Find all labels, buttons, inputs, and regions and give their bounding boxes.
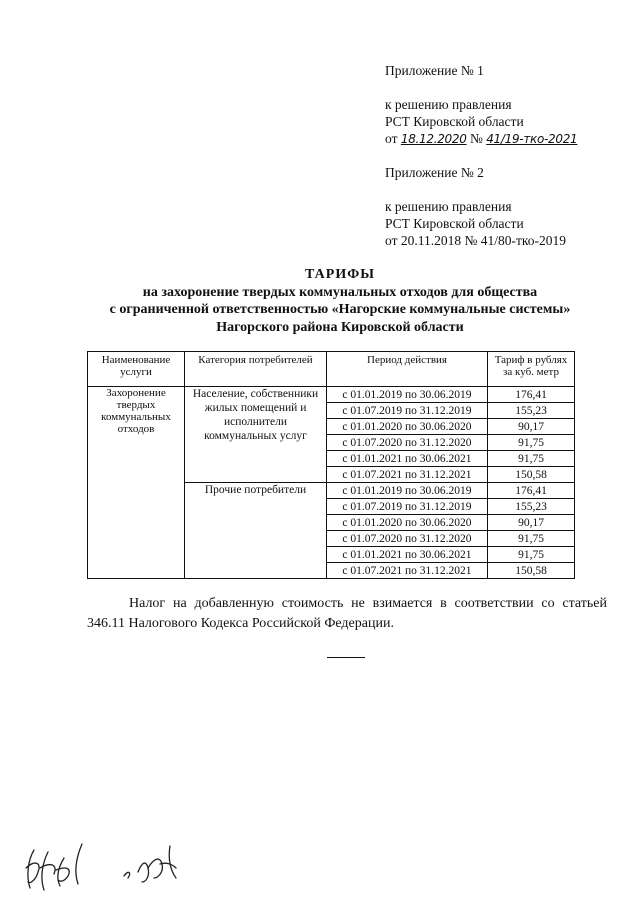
tariff-table — [87, 351, 575, 579]
period-cell: с 01.07.2020 по 31.12.2020 — [327, 531, 488, 547]
tariff-cell: 155,23 — [488, 403, 575, 419]
period-cell: с 01.07.2021 по 31.12.2021 — [327, 467, 488, 483]
appendix-2-authority-line: РСТ Кировской области — [385, 216, 524, 231]
title-line-2: с ограниченной ответственностью «Нагорские коммунальные системы» — [109, 302, 571, 317]
appendix-2-title: Приложение № 2 — [385, 165, 484, 180]
period-cell: с 01.07.2019 по 31.12.2019 — [327, 499, 488, 515]
appendix-1-date-line — [385, 130, 577, 148]
appendix-1 — [385, 62, 577, 148]
appendix-1-title: Приложение № 1 — [385, 63, 484, 78]
appendix-1-authority-line: РСТ Кировской области — [385, 114, 524, 129]
tariff-cell: 176,41 — [488, 387, 575, 403]
period-cell: с 01.07.2020 по 31.12.2020 — [327, 435, 488, 451]
appendix-2-date-line: от 20.11.2018 № 41/80-тко-2019 — [385, 233, 566, 248]
title-main: ТАРИФЫ — [305, 267, 375, 282]
period-cell: с 01.01.2020 по 30.06.2020 — [327, 419, 488, 435]
period-cell: с 01.01.2019 по 30.06.2019 — [327, 483, 488, 499]
appendix-2-decision-line: к решению правления — [385, 199, 512, 214]
separator-line — [327, 657, 365, 658]
service-cell: Захоронение твердых коммунальных отходов — [88, 387, 185, 579]
header-category: Категория потребителей — [185, 352, 327, 387]
tariff-cell: 91,75 — [488, 435, 575, 451]
tariff-cell: 91,75 — [488, 451, 575, 467]
header-tariff: Тариф в рублях за куб. метр — [488, 352, 575, 387]
appendix-1-decision-line: к решению правления — [385, 97, 512, 112]
tariff-cell: 176,41 — [488, 483, 575, 499]
tariff-cell: 155,23 — [488, 499, 575, 515]
period-cell: с 01.07.2021 по 31.12.2021 — [327, 563, 488, 579]
appendix-2 — [385, 164, 566, 249]
vat-note-text: Налог на добавленную стоимость не взимается в соответствии со статьей 346.11 Налогового Кодекса Российской Федерации. — [87, 596, 607, 631]
signature-initials — [20, 838, 190, 894]
header-service: Наименование услуги — [88, 352, 185, 387]
handwritten-number: 41/19-тко-2021 — [486, 132, 578, 146]
tariff-cell: 91,75 — [488, 531, 575, 547]
title-line-1: на захоронение твердых коммунальных отходов для общества — [142, 284, 538, 300]
title-line-3: Нагорского района Кировской области — [216, 319, 464, 335]
table-row — [88, 387, 575, 403]
tariff-cell: 150,58 — [488, 563, 575, 579]
tariff-cell: 90,17 — [488, 419, 575, 435]
period-cell: с 01.01.2021 по 30.06.2021 — [327, 547, 488, 563]
tariff-cell: 91,75 — [488, 547, 575, 563]
period-cell: с 01.01.2019 по 30.06.2019 — [327, 387, 488, 403]
tariff-cell: 150,58 — [488, 467, 575, 483]
period-cell: с 01.01.2021 по 30.06.2021 — [327, 451, 488, 467]
date-prefix: от — [385, 131, 398, 146]
table-header-row — [88, 352, 575, 387]
handwritten-date: 18.12.2020 — [400, 132, 467, 146]
category-cell-other: Прочие потребители — [185, 483, 327, 579]
period-cell: с 01.01.2020 по 30.06.2020 — [327, 515, 488, 531]
period-cell: с 01.07.2019 по 31.12.2019 — [327, 403, 488, 419]
vat-note — [87, 594, 607, 634]
number-prefix: № — [469, 131, 483, 146]
header-period: Период действия — [327, 352, 488, 387]
category-cell-population: Население, собственники жилых помещений и исполнители коммунальных услуг — [185, 387, 327, 483]
document-title — [40, 266, 640, 336]
tariff-cell: 90,17 — [488, 515, 575, 531]
